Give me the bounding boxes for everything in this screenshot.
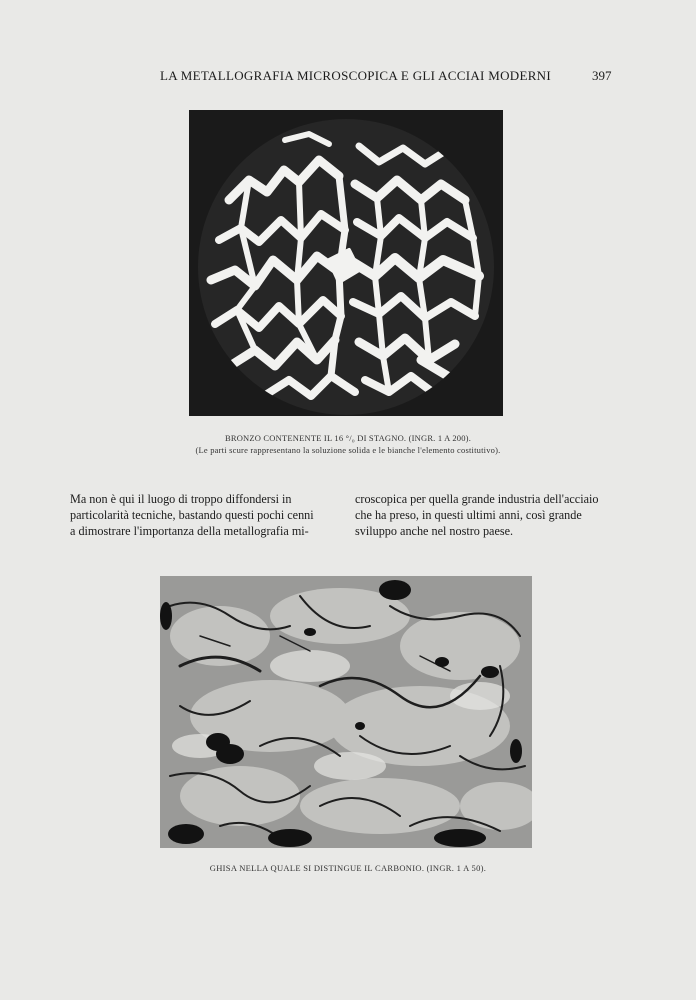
figure-1-caption-note: (Le parti scure rappresentano la soluzione solida e le bianche l'elemento costitutivo). xyxy=(195,445,501,455)
figure-2-caption: GHISA NELLA QUALE SI DISTINGUE IL CARBONIO. (INGR. 1 A 50). xyxy=(209,863,487,873)
body-line: Ma non è qui il luogo di troppo diffondersi in xyxy=(70,492,292,506)
body-line: particolarità tecniche, bastando questi pochi cenni xyxy=(70,508,314,522)
body-line: a dimostrare l'importanza della metallografia mi- xyxy=(70,524,309,538)
bronze-micrograph-image xyxy=(189,110,503,416)
body-text-right-column xyxy=(355,491,623,539)
bronze-micrograph xyxy=(189,110,503,416)
cast-iron-micrograph-image xyxy=(160,576,532,848)
cast-iron-micrograph xyxy=(160,576,532,848)
body-line: sviluppo anche nel nostro paese. xyxy=(355,524,514,538)
body-text-left-column xyxy=(70,491,336,539)
figure-1-caption-title: BRONZO CONTENENTE IL 16 °/₀ DI STAGNO. (INGR. 1 A 200). xyxy=(224,433,472,443)
running-header-title: LA METALLOGRAFIA MICROSCOPICA E GLI ACCIAI MODERNI xyxy=(160,68,551,83)
body-line: croscopica per quella grande industria dell'acciaio xyxy=(355,492,599,506)
page-number: 397 xyxy=(592,68,612,83)
body-line: che ha preso, in questi ultimi anni, così grande xyxy=(355,508,582,522)
figure-1-caption xyxy=(150,432,546,456)
